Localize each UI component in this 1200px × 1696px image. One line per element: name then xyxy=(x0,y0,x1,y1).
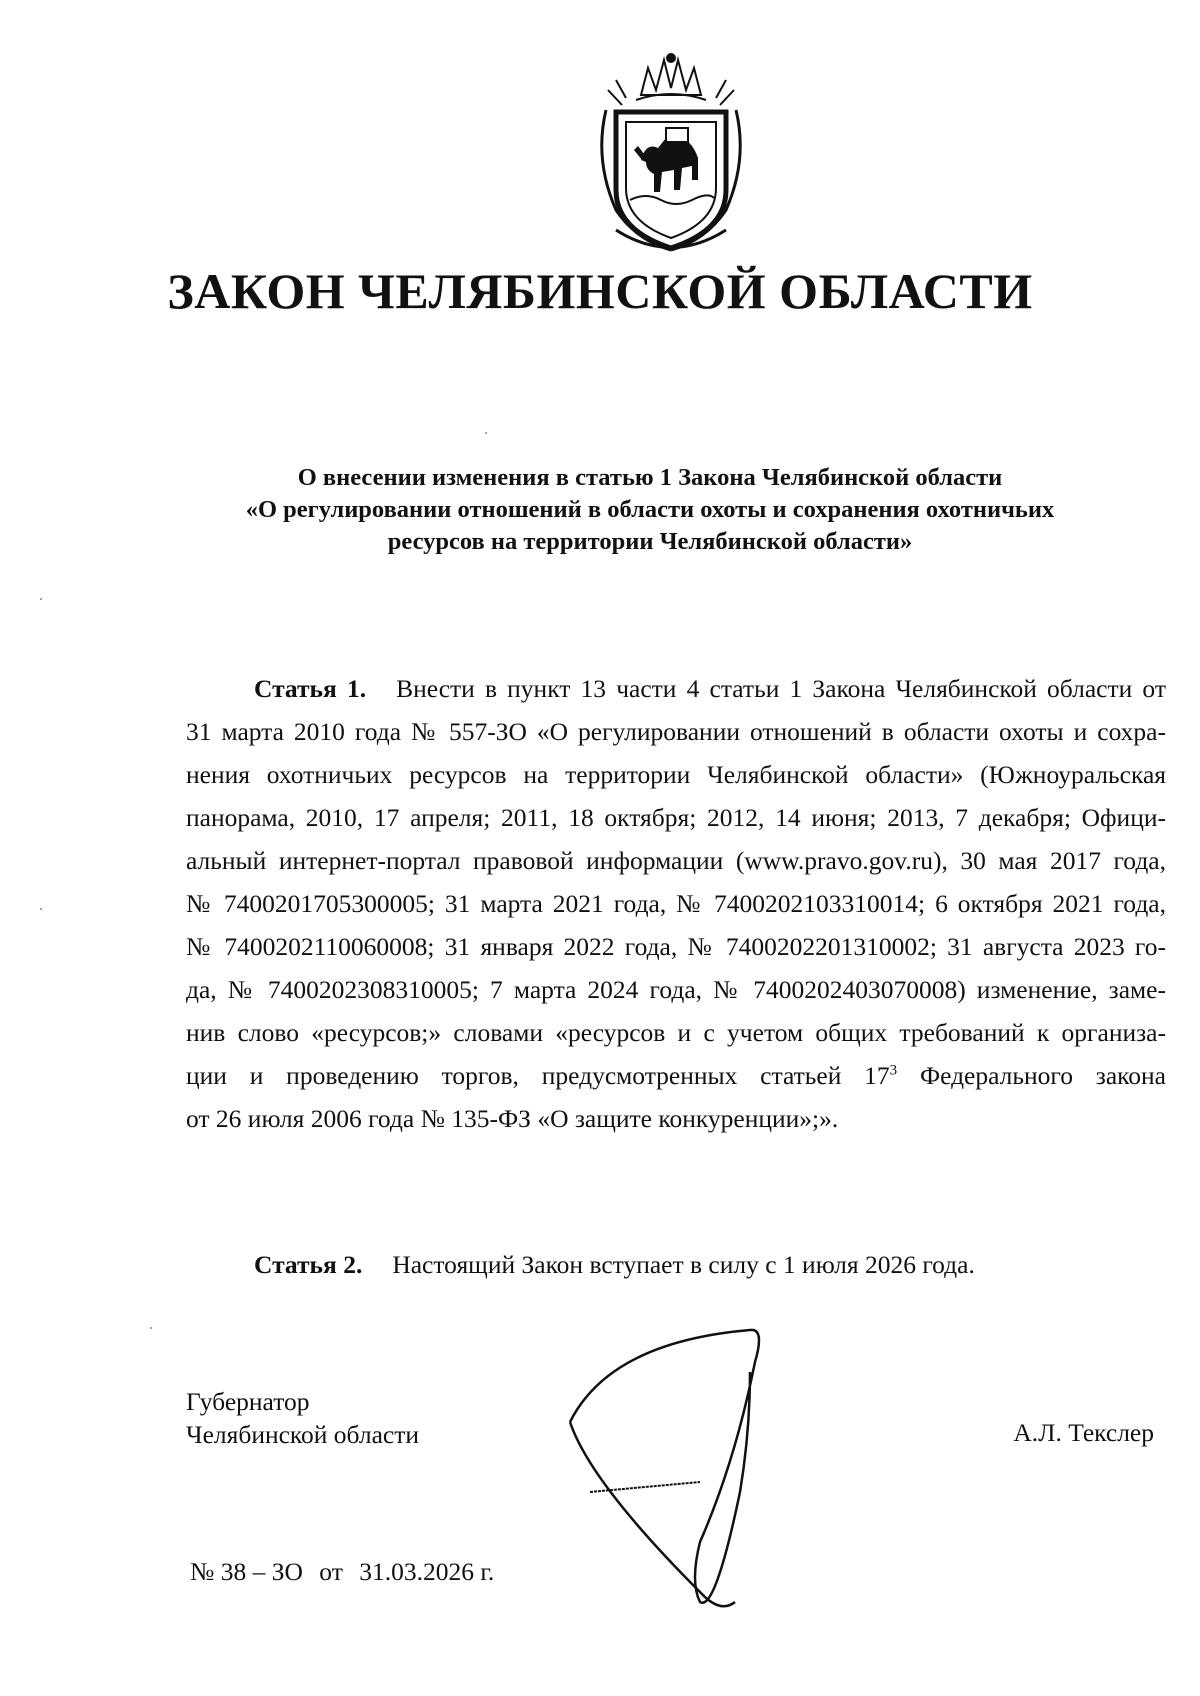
date-prefix: от xyxy=(319,1557,343,1586)
article-1-line xyxy=(186,1054,1166,1097)
article-1-line xyxy=(186,667,1166,710)
article-2-text: Настоящий Закон вступает в силу с 1 июля 2026 года. xyxy=(392,1250,975,1279)
emblem-icon xyxy=(586,50,756,255)
article-1-line: № 7400201705300005; 31 марта 2021 года, № 7400202103310014; 6 октября 2021 года, xyxy=(186,889,1166,918)
document-title: ЗАКОН ЧЕЛЯБИНСКОЙ ОБЛАСТИ xyxy=(167,263,1033,319)
law-number-date xyxy=(190,1557,504,1587)
article-2-label: Статья 2. xyxy=(254,1250,363,1279)
article-1-text: ции и проведению торгов, предусмотренных статьей 17 xyxy=(186,1061,890,1090)
article-1-label: Статья 1. xyxy=(254,674,367,703)
signer-position-line: Губернатор xyxy=(186,1387,310,1416)
scan-speck xyxy=(485,432,487,434)
article-1-line: нив слово «ресурсов;» словами «ресурсов и с учетом общих требований к организа- xyxy=(186,1018,1166,1047)
article-1-line: нения охотничьих ресурсов на территории Челябинской области» (Южноуральская xyxy=(186,760,1166,789)
article-1-line: панорама, 2010, 17 апреля; 2011, 18 октября; 2012, 14 июня; 2013, 7 декабря; Офици- xyxy=(186,803,1166,832)
subtitle-line: О внесении изменения в статью 1 Закона Челябинской области xyxy=(297,464,1003,491)
signer-name: А.Л. Текслер xyxy=(1013,1418,1154,1447)
superscript: 3 xyxy=(889,1062,898,1079)
signer-position-line: Челябинской области xyxy=(186,1420,420,1449)
subtitle-line: ресурсов на территории Челябинской области» xyxy=(387,528,913,555)
signer-position xyxy=(186,1385,419,1451)
law-number: № 38 – ЗО xyxy=(190,1557,303,1586)
signature-icon xyxy=(550,1322,790,1622)
article-1-text: Внести в пункт 13 части 4 статьи 1 Закона Челябинской области от xyxy=(396,674,1166,703)
subtitle-line: «О регулировании отношений в области охоты и сохранения охотничьих xyxy=(245,496,1055,523)
article-1-line: 31 марта 2010 года № 557-ЗО «О регулировании отношений в области охоты и сохра- xyxy=(186,717,1166,746)
law-date: 31.03.2026 г. xyxy=(359,1557,495,1586)
scan-speck xyxy=(40,908,42,910)
article-1-line: № 7400202110060008; 31 января 2022 года, № 7400202201310002; 31 августа 2023 го- xyxy=(186,932,1166,961)
article-2 xyxy=(254,1250,975,1280)
scan-speck xyxy=(40,598,42,600)
article-1-line: от 26 июля 2006 года № 135-ФЗ «О защите конкуренции»;». xyxy=(186,1104,839,1133)
law-subtitle xyxy=(190,462,1110,558)
article-1-line: альный интернет-портал правовой информации (www.pravo.gov.ru), 30 мая 2017 года, xyxy=(186,846,1166,875)
article-1-text: Федерального закона xyxy=(897,1061,1166,1090)
scan-speck xyxy=(150,1327,152,1329)
article-1-line: да, № 7400202308310005; 7 марта 2024 года, № 7400202403070008) изменение, заме- xyxy=(186,975,1166,1004)
article-1 xyxy=(186,667,1166,1140)
